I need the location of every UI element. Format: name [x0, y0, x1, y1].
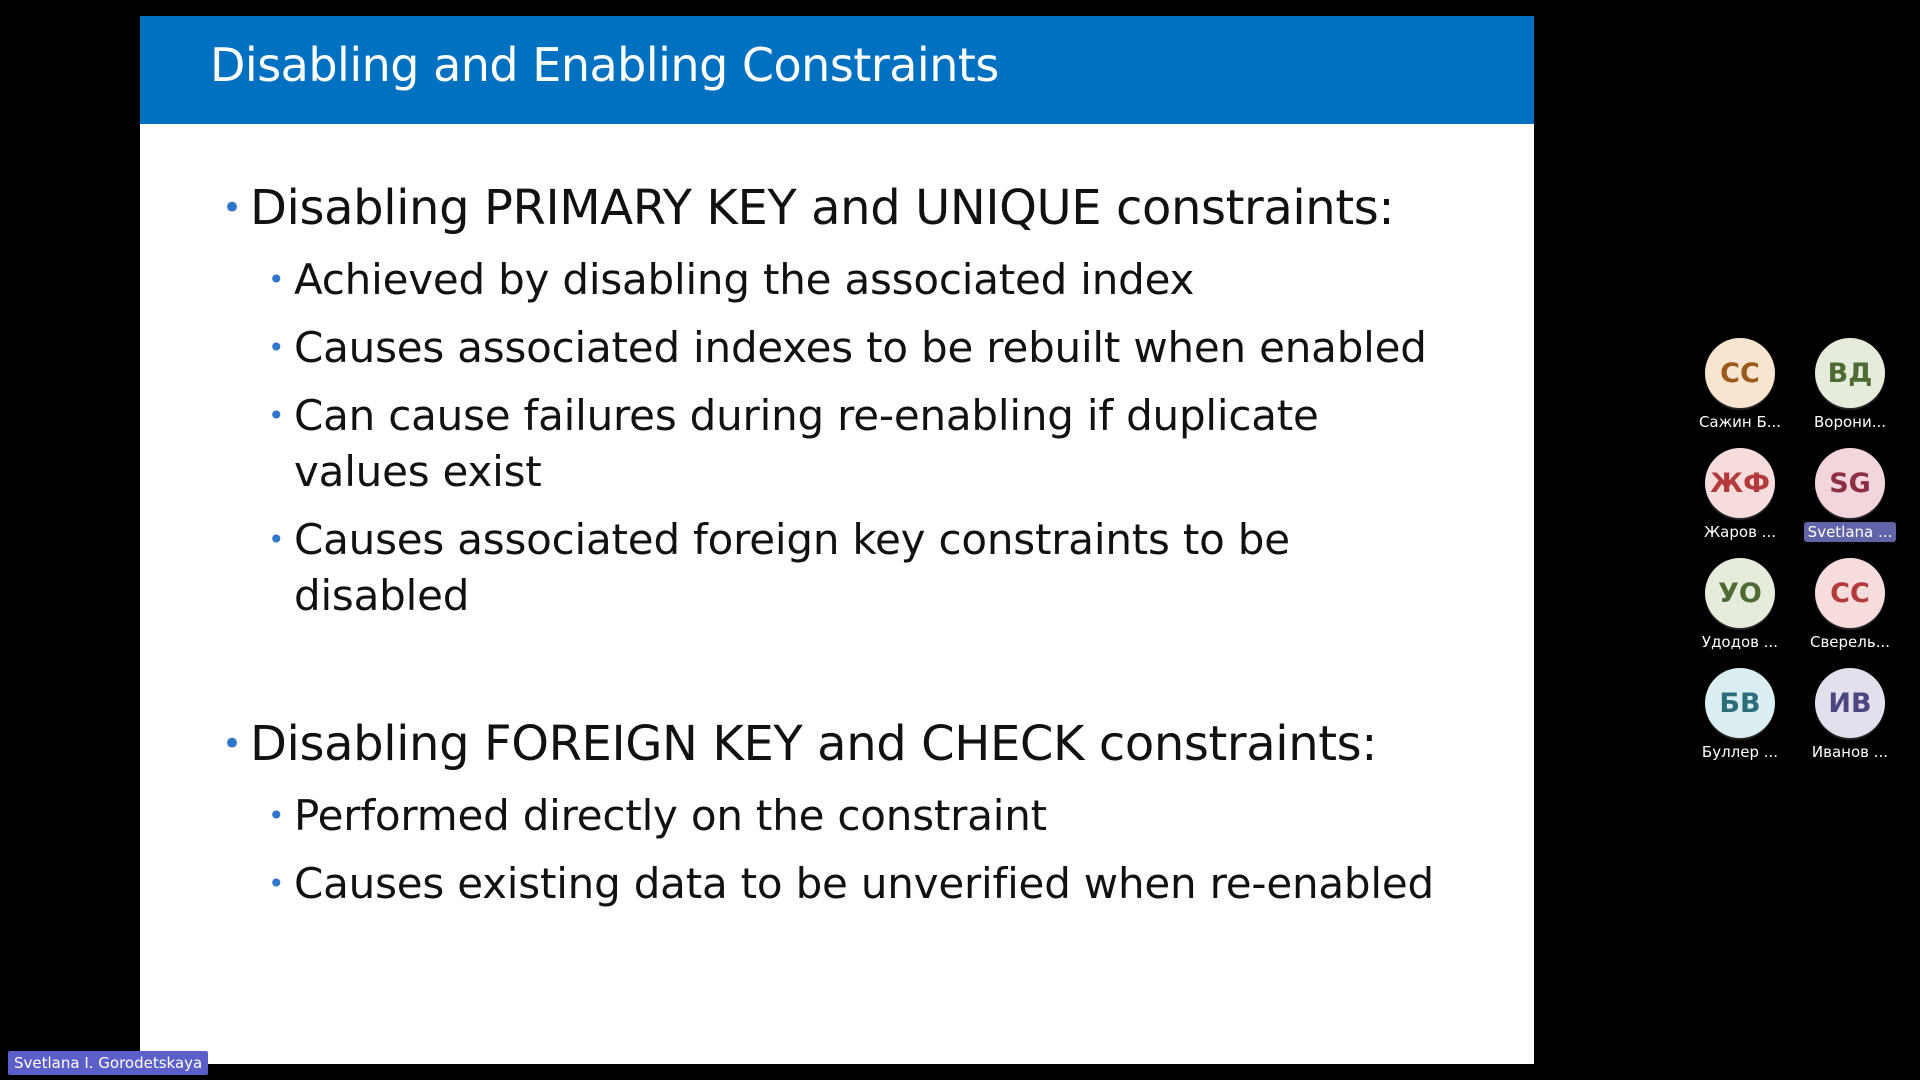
- shared-slide: [140, 16, 1534, 1064]
- avatar: ЖФ: [1705, 448, 1775, 518]
- bullet-dot-icon: •: [268, 523, 285, 556]
- bullet-text: Causes associated indexes to be rebuilt when enabled: [294, 323, 1427, 372]
- participant-tile[interactable]: [1692, 338, 1788, 434]
- bullet-dot-icon: •: [268, 867, 285, 900]
- participant-name: Сверель...: [1809, 633, 1891, 651]
- participant-tile[interactable]: [1692, 448, 1788, 544]
- bullet-level2: [222, 788, 1502, 844]
- bullet-dot-icon: •: [268, 799, 285, 832]
- participant-tile[interactable]: [1802, 448, 1898, 544]
- bullet-text: Achieved by disabling the associated index: [294, 255, 1195, 304]
- avatar: SG: [1815, 448, 1885, 518]
- avatar: СС: [1815, 558, 1885, 628]
- avatar: БВ: [1705, 668, 1775, 738]
- slide-bullets: [222, 176, 1502, 912]
- participant-tile[interactable]: [1802, 338, 1898, 434]
- participant-name: Сажин Б...: [1698, 413, 1782, 431]
- bullet-level1: [222, 176, 1502, 240]
- participant-tile[interactable]: [1802, 558, 1898, 654]
- participant-name: Иванов ...: [1811, 743, 1889, 761]
- participant-tile[interactable]: [1802, 668, 1898, 764]
- avatar: ВД: [1815, 338, 1885, 408]
- participant-name: Буллер ...: [1701, 743, 1779, 761]
- bullet-level1: [222, 712, 1502, 776]
- bullet-level2: [222, 856, 1502, 912]
- bullet-dot-icon: •: [222, 724, 242, 764]
- bullet-text: Disabling PRIMARY KEY and UNIQUE constraints:: [250, 180, 1395, 236]
- slide-header: [140, 16, 1534, 124]
- bullet-level2: [222, 320, 1502, 376]
- bullet-level2: [222, 388, 1334, 500]
- participant-name: Удодов ...: [1701, 633, 1779, 651]
- bullet-dot-icon: •: [268, 331, 285, 364]
- avatar: УО: [1705, 558, 1775, 628]
- participant-name: Ворони...: [1813, 413, 1887, 431]
- bullet-level2: [222, 252, 1502, 308]
- avatar: СС: [1705, 338, 1775, 408]
- participant-name: Svetlana ...: [1804, 522, 1897, 542]
- participant-tile[interactable]: [1692, 668, 1788, 764]
- bullet-dot-icon: •: [222, 188, 242, 228]
- participant-name: Жаров ...: [1704, 523, 1776, 541]
- bullet-level2: [222, 512, 1334, 624]
- bullet-text: Can cause failures during re-enabling if duplicate values exist: [294, 391, 1319, 496]
- bullet-dot-icon: •: [268, 399, 285, 432]
- slide-title: Disabling and Enabling Constraints: [210, 38, 999, 92]
- bullet-dot-icon: •: [268, 263, 285, 296]
- participant-tile[interactable]: [1692, 558, 1788, 654]
- bullet-text: Causes associated foreign key constraints to be disabled: [294, 515, 1290, 620]
- avatar: ИВ: [1815, 668, 1885, 738]
- bullet-text: Causes existing data to be unverified when re-enabled: [294, 859, 1434, 908]
- presenter-name-tag: Svetlana I. Gorodetskaya: [8, 1051, 208, 1075]
- bullet-text: Disabling FOREIGN KEY and CHECK constraints:: [250, 716, 1378, 772]
- bullet-text: Performed directly on the constraint: [294, 791, 1047, 840]
